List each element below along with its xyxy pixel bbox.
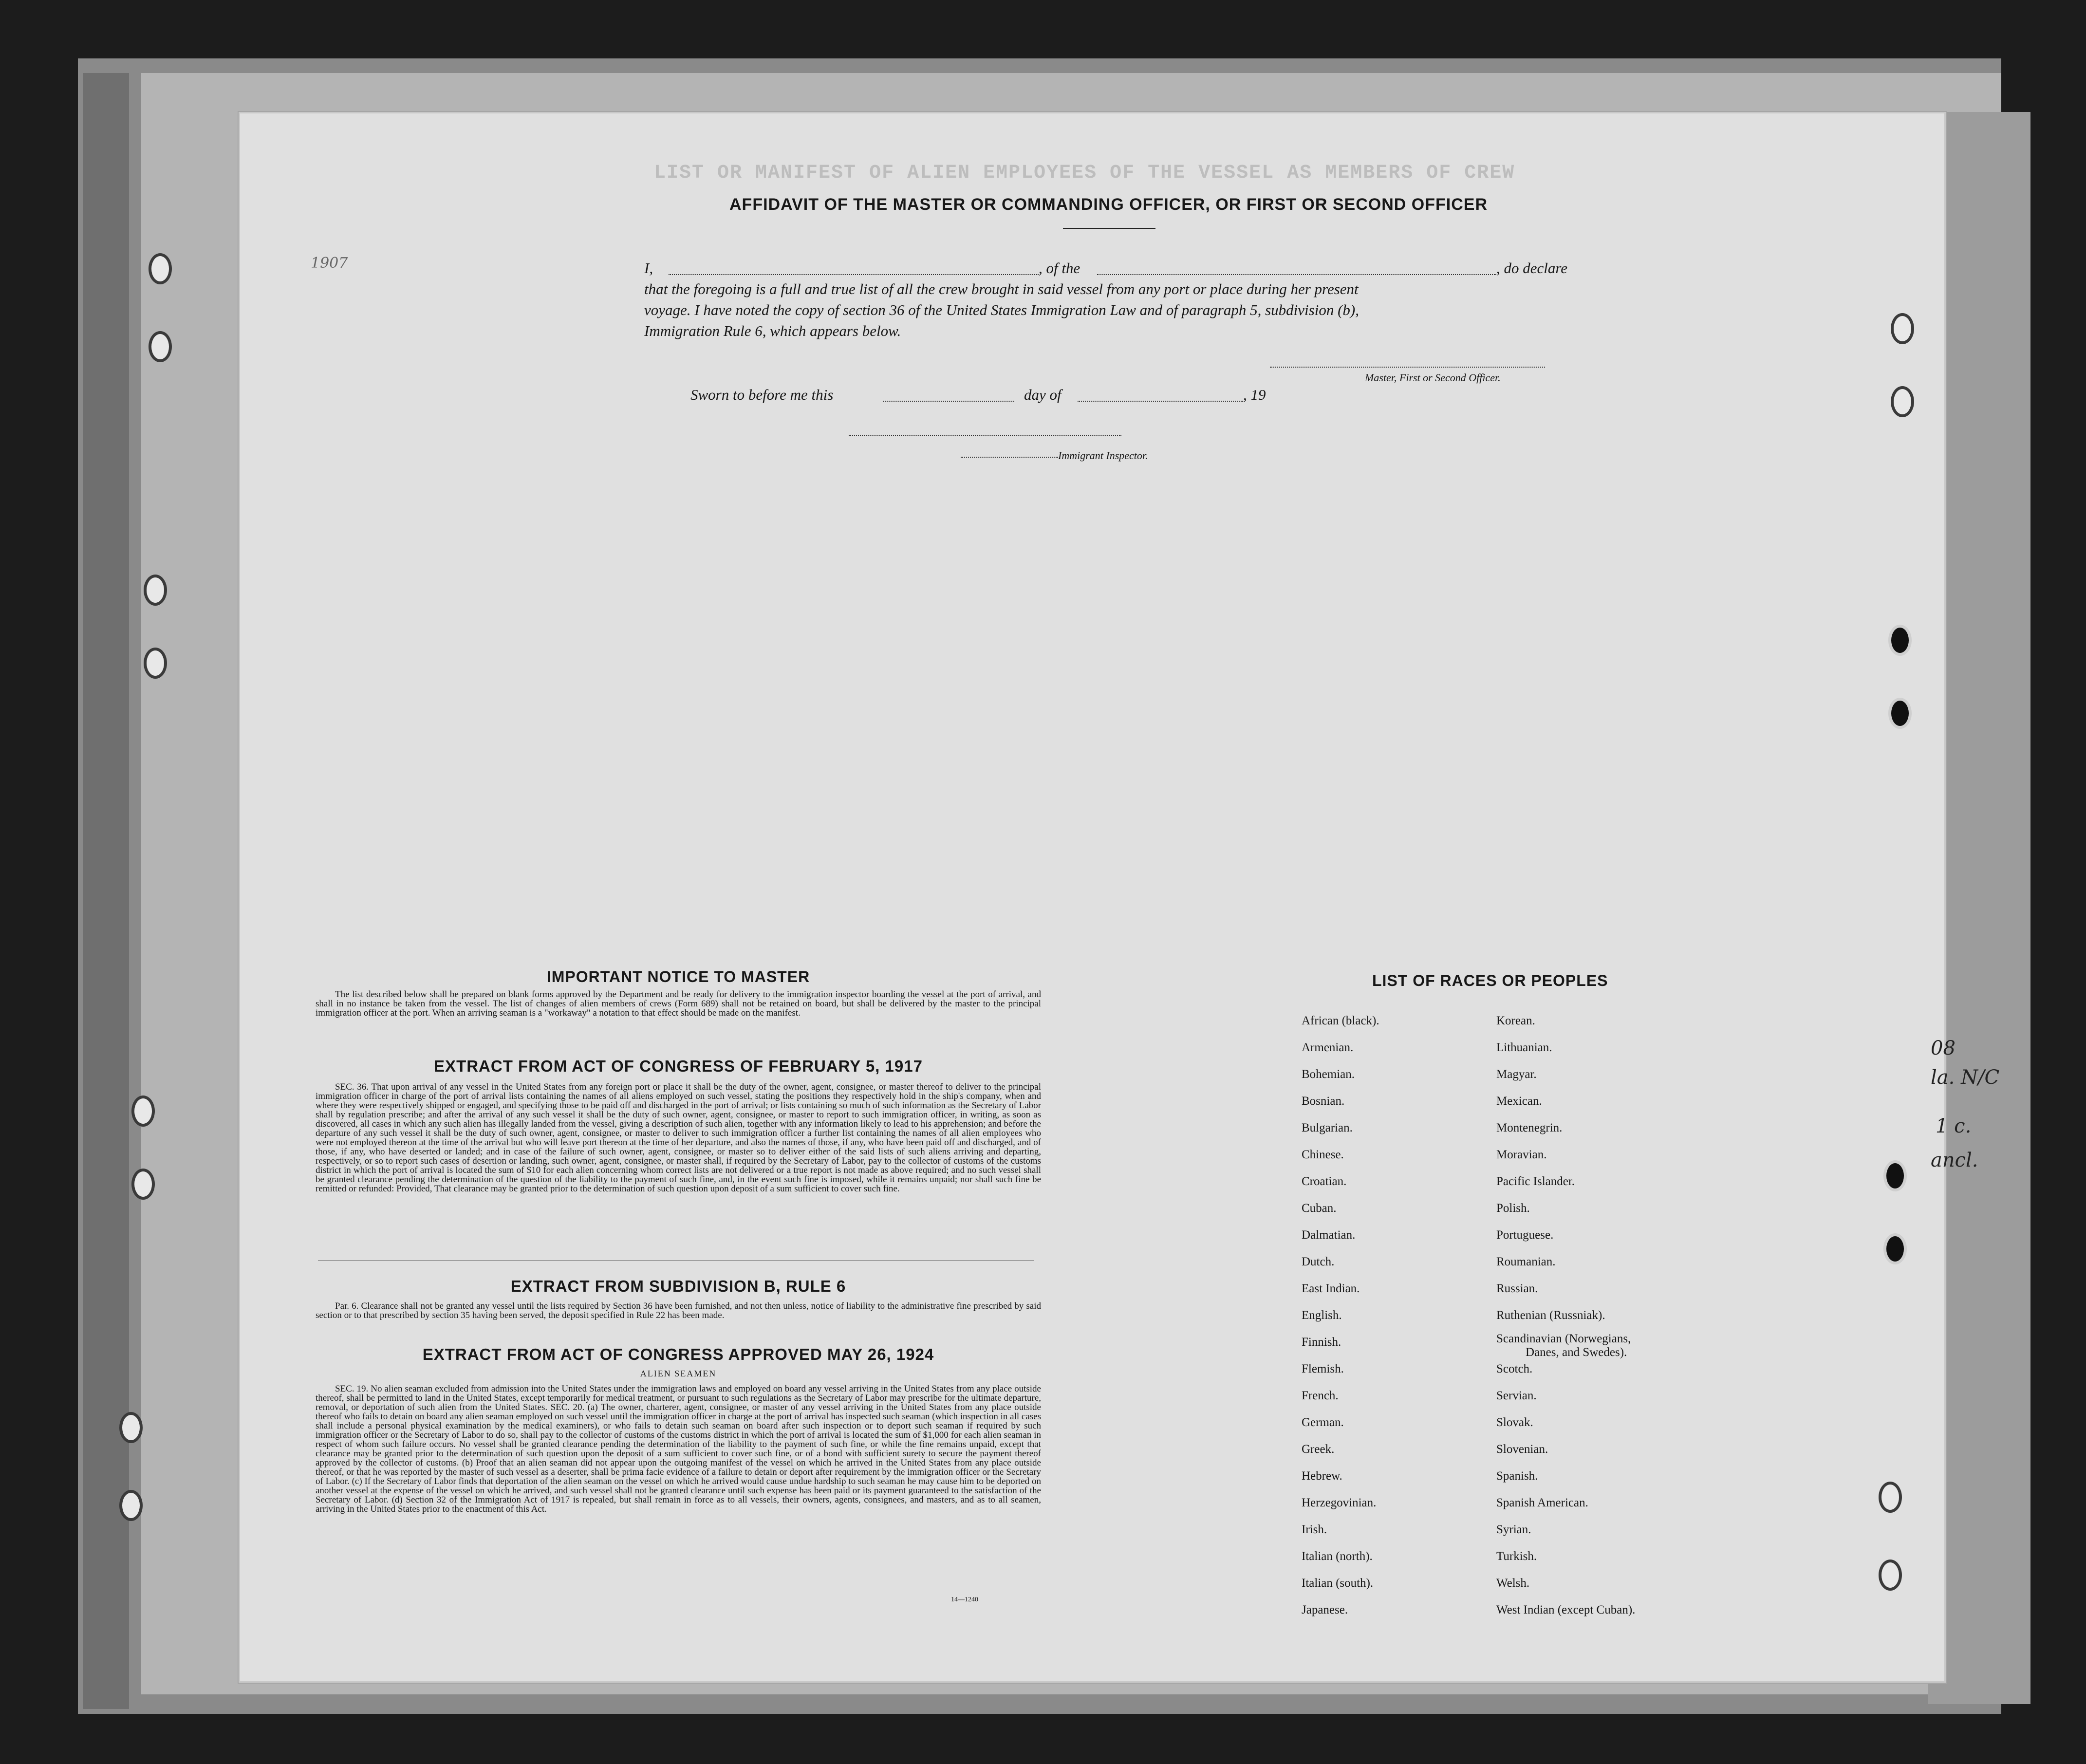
day-blank [883, 401, 1014, 402]
handwritten-note: la. N/C [1931, 1066, 2000, 1089]
race-item: Croatian. [1302, 1175, 1347, 1188]
notice-body: The list described below shall be prepared on blank forms approved by the Department and be ready for delivery to the immigration inspector boarding the vessel at the port of arrival, and shall in no instance be taken from the vessel. The list of changes of alien members of crews (Form 689) shall not be retained on board, but shall be delivered by the master to the principal immigration officer at the port. When an arriving seaman is a "workaway" a notation to that effect should be made on the manifest. [316, 989, 1041, 1018]
inspector-blank-short [961, 457, 1058, 458]
binder-hole [131, 1169, 155, 1200]
notice-title: IMPORTANT NOTICE TO MASTER [546, 968, 810, 985]
race-item: French. [1302, 1389, 1339, 1402]
race-item: Greek. [1302, 1443, 1335, 1456]
day-of-text: day of [1024, 386, 1062, 403]
extract-rule6-body: Par. 6. Clearance shall not be granted any vessel until the lists required by Section 36 have been furnished, and not then unless, notice of liability to the administrative fine prescribed by said section or to that prescribed by section 35 having been served, the deposit specified in Rule 22 has been made. [316, 1301, 1041, 1320]
race-item: Hebrew. [1302, 1469, 1342, 1483]
race-item: Chinese. [1302, 1148, 1344, 1161]
race-item: Bulgarian. [1302, 1121, 1353, 1134]
affidavit-of-the: , of the [1039, 260, 1080, 277]
race-item: Armenian. [1302, 1041, 1354, 1054]
handwritten-note: 1 c. [1936, 1115, 1972, 1137]
race-item: Japanese. [1302, 1603, 1348, 1616]
affidavit-i: I, [644, 260, 653, 277]
page-hole [1891, 313, 1914, 344]
title-rule [1063, 228, 1155, 229]
page-hole [1891, 386, 1914, 417]
binder-hole [149, 331, 172, 362]
race-item: Italian (south). [1302, 1577, 1374, 1590]
race-item: Slovak. [1496, 1416, 1533, 1429]
race-item: Pacific Islander. [1496, 1175, 1575, 1188]
page-hole [1879, 1482, 1902, 1513]
page-hole [1883, 1160, 1907, 1191]
affidavit-declare: , do declare [1496, 260, 1568, 277]
extract-1924-title: EXTRACT FROM ACT OF CONGRESS APPROVED MAY 26, 1924 [422, 1345, 934, 1363]
extract-1917-title: EXTRACT FROM ACT OF CONGRESS OF FEBRUARY 5, 1917 [434, 1057, 923, 1075]
handwritten-note: 08 [1931, 1037, 1956, 1059]
race-item: Slovenian. [1496, 1443, 1548, 1456]
race-item: Russian. [1496, 1282, 1538, 1295]
page-hole [1888, 698, 1912, 729]
race-item: Scandinavian (Norwegians, [1496, 1332, 1631, 1345]
form-number: 14—1240 [951, 1596, 978, 1603]
signature-label: Master, First or Second Officer. [1365, 371, 1501, 384]
extract-1917-body: SEC. 36. That upon arrival of any vessel in the United States from any foreign port or place it shall be the duty of the owner, agent, consignee, or master thereof to deliver to the principal immigration officer in charge of the port of arrival lists containing the names of all aliens employed on such vessel, stating the positions they respectively hold in the ship's company, when and where they were respectively shipped or engaged, and specifying those to be paid off and discharged in the port of arrival; or lists containing so much of such information as the Secretary of Labor shall by regulation prescribe; and after the arrival of any such vessel it shall be the duty of such owner, agent, consignee, or master to report to such immigration officer, in writing, as soon as discovered, all cases in which any such alien has illegally landed from the vessel, giving a description of such alien, together with any information likely to lead to his apprehension; and before the departure of any such vessel it shall be the duty of such owner, agent, consignee, or master to deliver to such immigration officer a further list containing the names of all alien employees who were not employed thereon at the time of the arrival but who will leave port thereon at the time of her departure, and also the names of those, if any, who have been paid off and discharged, and of those, if any, who have deserted or landed; and in case of the failure of such owner, agent, consignee, or master so to deliver either of the said lists of such aliens arriving and departing, respectively, or so to report such cases of desertion or landing, such owner, agent, consignee, or master shall, if required by the Secretary of Labor, pay to the collector of customs of the customs district in which the port of arrival is located the sum of $10 for each alien concerning whom correct lists are not delivered or a true report is not made as above required; and no such vessel shall be granted clearance pending the determination of the question of the liability to the payment of such fine, and, in the event such fine is imposed, while it remains unpaid; nor shall such fine be remitted or refunded: Provided, That clearance may be granted prior to the determination of such question upon deposit of a sum sufficient to cover such fine. [316, 1082, 1041, 1194]
inspector-label: Immigrant Inspector. [1058, 449, 1148, 462]
race-item: Turkish. [1496, 1550, 1537, 1563]
sworn-text: Sworn to before me this [690, 386, 834, 403]
race-item: East Indian. [1302, 1282, 1360, 1295]
race-item: Ruthenian (Russniak). [1496, 1309, 1605, 1322]
race-item: Korean. [1496, 1014, 1535, 1027]
race-item: Mexican. [1496, 1095, 1542, 1108]
handwritten-number: 1907 [311, 255, 348, 272]
race-item: Bohemian. [1302, 1068, 1355, 1081]
extract-1924-body: SEC. 19. No alien seaman excluded from admission into the United States under the immigration laws and employed on board any vessel arriving in the United States from any place outside thereof, shall be permitted to land in the United States, except temporarily for medical treatment, or pursuant to such regulations as the Secretary of Labor may prescribe for the ultimate departure, removal, or deportation of such alien from the United States. SEC. 20. (a) The owner, charterer, agent, consignee, or master of any vessel arriving in the United States from any place outside thereof who fails to detain on board any alien seaman employed on such vessel until the immigration officer in charge at the port of arrival has inspected such seaman (which inspection in all cases shall include a personal physical examination by the medical examiners), or who fails to detain such seaman on board after such inspection or to deport such seaman if required by such immigration officer or the Secretary of Labor to do so, shall pay to the collector of customs of the customs district in which the port of arrival is located the sum of $1,000 for each alien seaman in respect of whom such failure occurs. No vessel shall be granted clearance pending the determination of the liability to the payment of such fine, or while the fine remains unpaid, except that clearance may be granted prior to the determination of such question upon the deposit of a sum sufficient to cover such fine, or of a bond with sufficient surety to secure the payment thereof approved by the collector of customs. (b) Proof that an alien seaman did not appear upon the outgoing manifest of the vessel on which he arrived in the United States from any place outside thereof, or that he was reported by the master of such vessel as a deserter, shall be prima facie evidence of a failure to detain or deport after requirement by the immigration officer or the Secretary of Labor. (c) If the Secretary of Labor finds that deportation of the alien seaman on the vessel on which he arrived would cause undue hardship to such seaman he may cause him to be deported on another vessel at the expense of the vessel on which he arrived, and such vessel shall not be granted clearance until such expense has been paid or its payment guaranteed to the satisfaction of the Secretary of Labor. (d) Section 32 of the Immigration Act of 1917 is repealed, but shall remain in force as to all vessels, their owners, agents, consignees, and masters, and as to all seamen, arriving in the United States prior to the enactment of this Act. [316, 1384, 1041, 1514]
page-hole [1888, 625, 1912, 656]
race-item: Italian (north). [1302, 1550, 1373, 1563]
race-item: Welsh. [1496, 1577, 1530, 1590]
affidavit-line2: that the foregoing is a full and true list of all the crew brought in said vessel from any port or place during her present [644, 280, 1359, 297]
signature-blank [1270, 367, 1545, 368]
race-item: Scotch. [1496, 1362, 1533, 1375]
race-item: Lithuanian. [1496, 1041, 1552, 1054]
race-item: Moravian. [1496, 1148, 1547, 1161]
section-divider [318, 1260, 1034, 1261]
race-item: English. [1302, 1309, 1342, 1322]
race-item: Polish. [1496, 1202, 1530, 1215]
year-text: , 19 [1243, 386, 1266, 403]
race-item: Spanish. [1496, 1469, 1538, 1483]
crew-manifest-page [239, 112, 1946, 1683]
race-item: Syrian. [1496, 1523, 1531, 1536]
race-item: Irish. [1302, 1523, 1327, 1536]
ghost-header: LIST OR MANIFEST OF ALIEN EMPLOYEES OF THE VESSEL AS MEMBERS OF CREW [654, 162, 1515, 184]
vessel-blank [1097, 274, 1496, 275]
race-item: Portuguese. [1496, 1228, 1554, 1242]
handwritten-note: ancl. [1931, 1149, 1978, 1171]
race-item: Bosnian. [1302, 1095, 1345, 1108]
race-item-continuation: Danes, and Swedes). [1526, 1346, 1627, 1359]
binder-hole [144, 575, 167, 606]
races-title: LIST OF RACES OR PEOPLES [1372, 972, 1608, 989]
race-item: African (black). [1302, 1014, 1379, 1027]
binder-hole [149, 253, 172, 284]
binder-hole [144, 648, 167, 679]
race-item: Montenegrin. [1496, 1121, 1563, 1134]
alien-seamen-subtitle: ALIEN SEAMEN [640, 1369, 717, 1378]
race-item: Herzegovinian. [1302, 1496, 1377, 1509]
race-item: German. [1302, 1416, 1344, 1429]
race-item: Spanish American. [1496, 1496, 1588, 1509]
binder-hole [131, 1096, 155, 1127]
race-item: Cuban. [1302, 1202, 1337, 1215]
race-item: Servian. [1496, 1389, 1537, 1402]
page-hole [1879, 1560, 1902, 1591]
race-item: Roumanian. [1496, 1255, 1556, 1268]
race-item: Dalmatian. [1302, 1228, 1356, 1242]
affidavit-title: AFFIDAVIT OF THE MASTER OR COMMANDING OFFICER, OR FIRST OR SECOND OFFICER [729, 195, 1488, 214]
page-hole [1883, 1233, 1907, 1264]
extract-rule6-title: EXTRACT FROM SUBDIVISION B, RULE 6 [510, 1277, 846, 1295]
race-item: Magyar. [1496, 1068, 1537, 1081]
race-item: West Indian (except Cuban). [1496, 1603, 1636, 1616]
inspector-blank [849, 435, 1121, 436]
month-blank [1078, 401, 1243, 402]
race-item: Finnish. [1302, 1336, 1341, 1349]
binder-hole [119, 1412, 143, 1443]
name-blank [669, 274, 1039, 275]
race-item: Flemish. [1302, 1362, 1344, 1375]
binder-strip [83, 73, 129, 1709]
binder-hole [119, 1490, 143, 1521]
affidavit-line4: Immigration Rule 6, which appears below. [644, 322, 901, 339]
race-item: Dutch. [1302, 1255, 1335, 1268]
affidavit-line3: voyage. I have noted the copy of section 36 of the United States Immigration Law and of paragraph 5, subdivision (b), [644, 301, 1359, 318]
